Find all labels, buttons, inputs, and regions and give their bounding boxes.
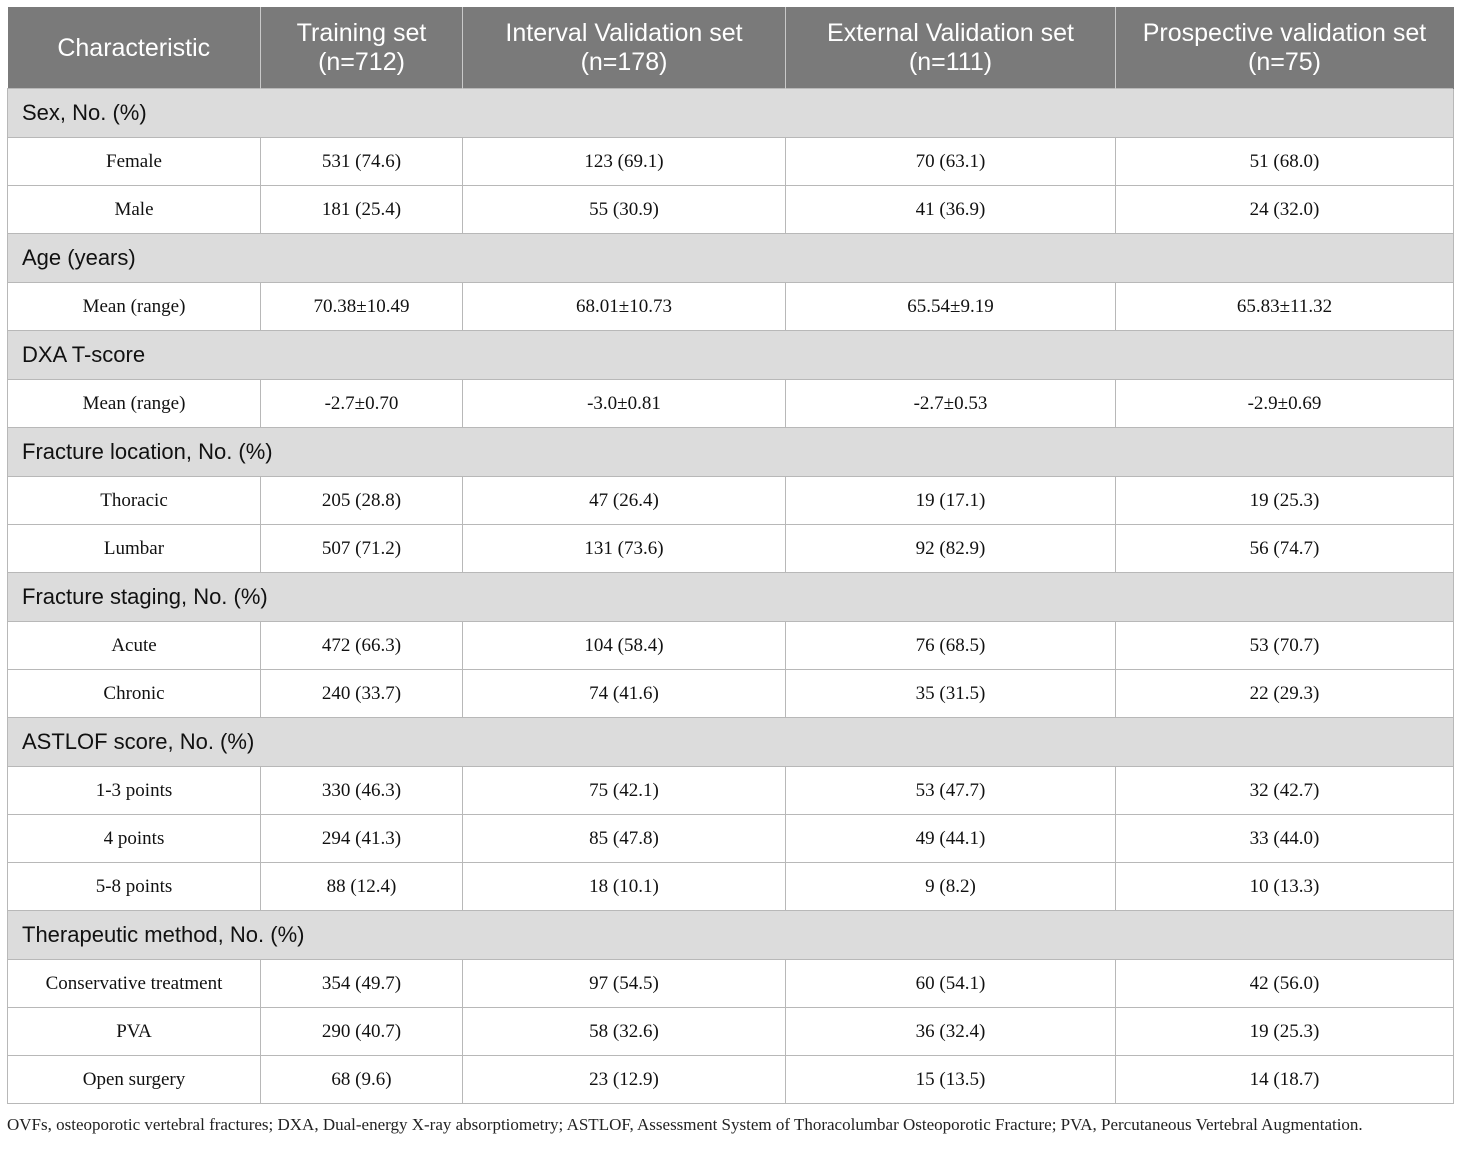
- row-label: Male: [8, 186, 261, 234]
- table-cell: 68 (9.6): [261, 1056, 463, 1104]
- table-cell: -3.0±0.81: [463, 380, 786, 428]
- table-cell: 35 (31.5): [786, 670, 1116, 718]
- column-header: [261, 8, 463, 89]
- table-cell: 55 (30.9): [463, 186, 786, 234]
- section-title: Fracture staging, No. (%): [8, 573, 1454, 622]
- row-label: Acute: [8, 622, 261, 670]
- table-row: [8, 863, 1454, 911]
- table-cell: 42 (56.0): [1116, 960, 1454, 1008]
- column-header-count: (n=178): [580, 48, 668, 76]
- table-row: [8, 380, 1454, 428]
- row-label: Mean (range): [8, 283, 261, 331]
- table-cell: 240 (33.7): [261, 670, 463, 718]
- table-row: [8, 525, 1454, 573]
- table-cell: 75 (42.1): [463, 767, 786, 815]
- table-cell: 32 (42.7): [1116, 767, 1454, 815]
- table-cell: 18 (10.1): [463, 863, 786, 911]
- table-cell: 19 (25.3): [1116, 1008, 1454, 1056]
- table-cell: 181 (25.4): [261, 186, 463, 234]
- table-row: [8, 622, 1454, 670]
- table-cell: 47 (26.4): [463, 477, 786, 525]
- table-cell: 10 (13.3): [1116, 863, 1454, 911]
- table-footnote: OVFs, osteoporotic vertebral fractures; DXA, Dual-energy X-ray absorptiometry; ASTLOF, Assessment System of Thoracolumbar Osteoporotic Fracture; PVA, Percutaneous Vertebral Augmentation.: [7, 1115, 1363, 1134]
- row-label: PVA: [8, 1008, 261, 1056]
- column-header-title: Characteristic: [57, 33, 211, 62]
- table-row: [8, 1008, 1454, 1056]
- row-label: Thoracic: [8, 477, 261, 525]
- column-header: [8, 8, 261, 89]
- row-label: 1-3 points: [8, 767, 261, 815]
- table-cell: 14 (18.7): [1116, 1056, 1454, 1104]
- table-cell: 88 (12.4): [261, 863, 463, 911]
- table-cell: 330 (46.3): [261, 767, 463, 815]
- header-row: [8, 8, 1454, 89]
- row-label: Female: [8, 138, 261, 186]
- table-cell: 24 (32.0): [1116, 186, 1454, 234]
- row-label: Open surgery: [8, 1056, 261, 1104]
- table-body: [8, 89, 1454, 1104]
- section-row: [8, 718, 1454, 767]
- table-cell: 70 (63.1): [786, 138, 1116, 186]
- table-cell: -2.7±0.70: [261, 380, 463, 428]
- table-cell: 104 (58.4): [463, 622, 786, 670]
- table-row: [8, 960, 1454, 1008]
- table-cell: 76 (68.5): [786, 622, 1116, 670]
- section-title: Sex, No. (%): [8, 89, 1454, 138]
- table-row: [8, 767, 1454, 815]
- table-cell: 290 (40.7): [261, 1008, 463, 1056]
- section-row: [8, 911, 1454, 960]
- column-header-title: Prospective validation set: [1142, 19, 1427, 47]
- row-label: 4 points: [8, 815, 261, 863]
- table-cell: 354 (49.7): [261, 960, 463, 1008]
- table-cell: 65.54±9.19: [786, 283, 1116, 331]
- column-header: [1116, 8, 1454, 89]
- table-row: [8, 670, 1454, 718]
- table-cell: 97 (54.5): [463, 960, 786, 1008]
- table-cell: 23 (12.9): [463, 1056, 786, 1104]
- section-row: [8, 234, 1454, 283]
- table-cell: -2.7±0.53: [786, 380, 1116, 428]
- section-title: ASTLOF score, No. (%): [8, 718, 1454, 767]
- column-header-count: (n=75): [1248, 48, 1321, 76]
- table-cell: 19 (25.3): [1116, 477, 1454, 525]
- table-cell: 22 (29.3): [1116, 670, 1454, 718]
- column-header-count: (n=111): [908, 48, 993, 76]
- column-header: [786, 8, 1116, 89]
- row-label: Conservative treatment: [8, 960, 261, 1008]
- characteristics-table: [7, 7, 1454, 1104]
- column-header-title: External Validation set: [827, 19, 1074, 47]
- table-cell: 9 (8.2): [786, 863, 1116, 911]
- row-label: Mean (range): [8, 380, 261, 428]
- table-row: [8, 186, 1454, 234]
- row-label: 5-8 points: [8, 863, 261, 911]
- column-header-title: Interval Validation set: [505, 19, 743, 47]
- table-cell: 131 (73.6): [463, 525, 786, 573]
- section-title: DXA T-score: [8, 331, 1454, 380]
- table-cell: 41 (36.9): [786, 186, 1116, 234]
- table-cell: 15 (13.5): [786, 1056, 1116, 1104]
- table-cell: 123 (69.1): [463, 138, 786, 186]
- table-cell: 53 (70.7): [1116, 622, 1454, 670]
- table-cell: 36 (32.4): [786, 1008, 1116, 1056]
- section-title: Age (years): [8, 234, 1454, 283]
- section-row: [8, 89, 1454, 138]
- table-row: [8, 283, 1454, 331]
- section-row: [8, 331, 1454, 380]
- table-cell: 205 (28.8): [261, 477, 463, 525]
- table-cell: 68.01±10.73: [463, 283, 786, 331]
- table-cell: 74 (41.6): [463, 670, 786, 718]
- column-header-count: (n=712): [318, 48, 405, 76]
- table-cell: 507 (71.2): [261, 525, 463, 573]
- table-row: [8, 1056, 1454, 1104]
- table-cell: 65.83±11.32: [1116, 283, 1454, 331]
- table-header: [8, 8, 1454, 89]
- section-title: Fracture location, No. (%): [8, 428, 1454, 477]
- table-cell: 70.38±10.49: [261, 283, 463, 331]
- section-row: [8, 428, 1454, 477]
- row-label: Chronic: [8, 670, 261, 718]
- column-header: [463, 8, 786, 89]
- section-row: [8, 573, 1454, 622]
- table-cell: 85 (47.8): [463, 815, 786, 863]
- table-cell: 92 (82.9): [786, 525, 1116, 573]
- table-cell: 531 (74.6): [261, 138, 463, 186]
- table-row: [8, 477, 1454, 525]
- table-cell: 472 (66.3): [261, 622, 463, 670]
- section-title: Therapeutic method, No. (%): [8, 911, 1454, 960]
- column-header-title: Training set: [296, 19, 427, 47]
- table-row: [8, 815, 1454, 863]
- table-cell: 53 (47.7): [786, 767, 1116, 815]
- table-cell: 56 (74.7): [1116, 525, 1454, 573]
- table-cell: -2.9±0.69: [1116, 380, 1454, 428]
- table-cell: 19 (17.1): [786, 477, 1116, 525]
- table-cell: 294 (41.3): [261, 815, 463, 863]
- table-cell: 60 (54.1): [786, 960, 1116, 1008]
- table-row: [8, 138, 1454, 186]
- table-cell: 33 (44.0): [1116, 815, 1454, 863]
- row-label: Lumbar: [8, 525, 261, 573]
- table-cell: 51 (68.0): [1116, 138, 1454, 186]
- table-cell: 49 (44.1): [786, 815, 1116, 863]
- document-page: [7, 7, 1453, 1136]
- table-cell: 58 (32.6): [463, 1008, 786, 1056]
